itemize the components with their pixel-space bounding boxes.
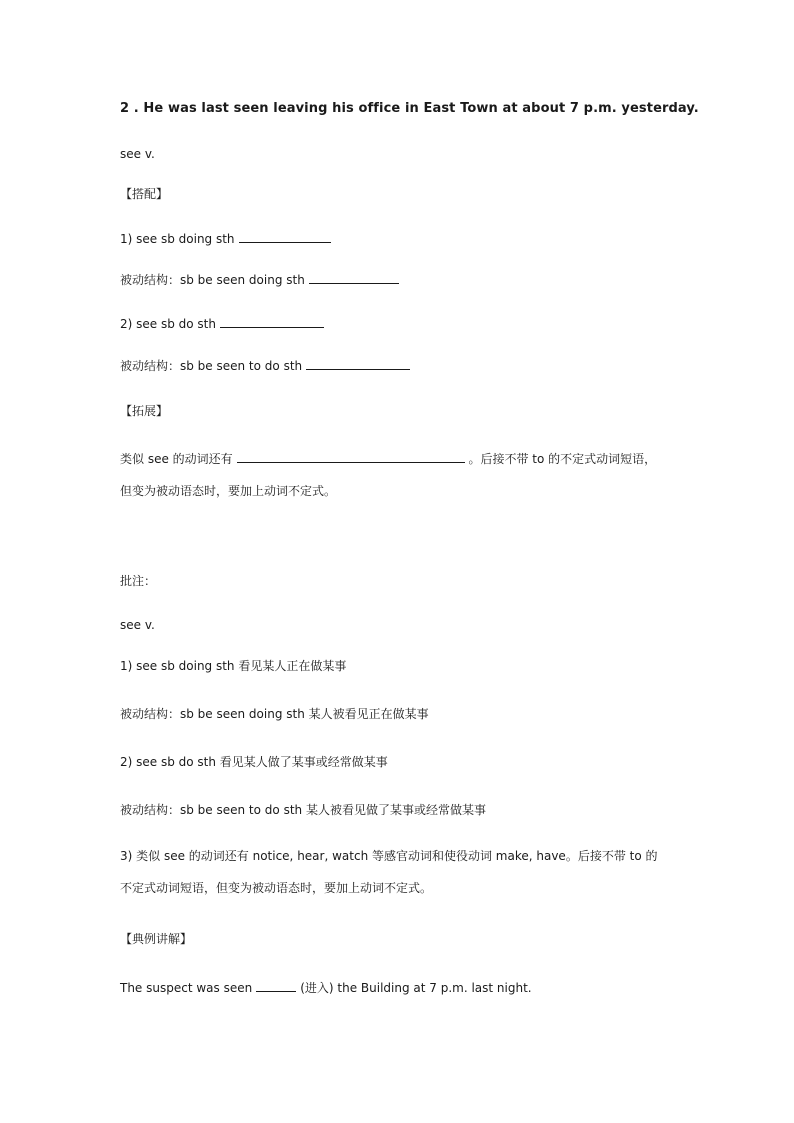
notes-line-4: 被动结构：sb be seen to do sth 某人被看见做了某事或经常做某事	[120, 803, 486, 817]
notes-word-entry: see v.	[120, 618, 155, 632]
answer-blank[interactable]	[256, 979, 296, 992]
item-text: 被动结构：sb be seen to do sth	[120, 359, 303, 373]
answer-blank[interactable]	[220, 315, 324, 328]
example-sentence	[120, 979, 532, 996]
notes-line-3: 2) see sb do sth 看见某人做了某事或经常做某事	[120, 755, 388, 769]
extension-paragraph	[120, 443, 668, 507]
answer-blank[interactable]	[237, 450, 465, 463]
item-text: 1) see sb doing sth	[120, 232, 235, 246]
word-entry: see v.	[120, 147, 155, 161]
item-text: 被动结构：sb be seen doing sth	[120, 273, 305, 287]
notes-line-2: 被动结构：sb be seen doing sth 某人被看见正在做某事	[120, 707, 429, 721]
collocation-item-2	[120, 271, 399, 288]
extension-text-before: 类似 see 的动词还有	[120, 452, 233, 466]
collocation-item-1	[120, 230, 331, 247]
notes-line-5: 3) 类似 see 的动词还有 notice, hear, watch 等感官动词和使役动词 make, have。后接不带 to 的不定式动词短语，但变为被动语态时，要加上动词不定式。	[120, 849, 658, 895]
sentence-heading: 2 . He was last seen leaving his office in East Town at about 7 p.m. yesterday.	[120, 101, 699, 116]
answer-blank[interactable]	[239, 230, 331, 243]
collocation-label: 【搭配】	[120, 187, 169, 201]
extension-label: 【拓展】	[120, 404, 169, 418]
item-text: 2) see sb do sth	[120, 317, 216, 331]
notes-label: 批注：	[120, 574, 157, 588]
extension-text-after: 。后接不带 to 的不定式动词短语，但变为被动语态时，要加上动词不定式。	[120, 452, 657, 498]
collocation-item-4	[120, 357, 410, 374]
answer-blank[interactable]	[309, 271, 399, 284]
example-text-before: The suspect was seen	[120, 981, 253, 995]
collocation-item-3	[120, 315, 324, 332]
answer-blank[interactable]	[306, 357, 410, 370]
example-text-after: (进入) the Building at 7 p.m. last night.	[300, 981, 532, 995]
example-label: 【典例讲解】	[120, 932, 193, 946]
notes-line-1: 1) see sb doing sth 看见某人正在做某事	[120, 659, 347, 673]
